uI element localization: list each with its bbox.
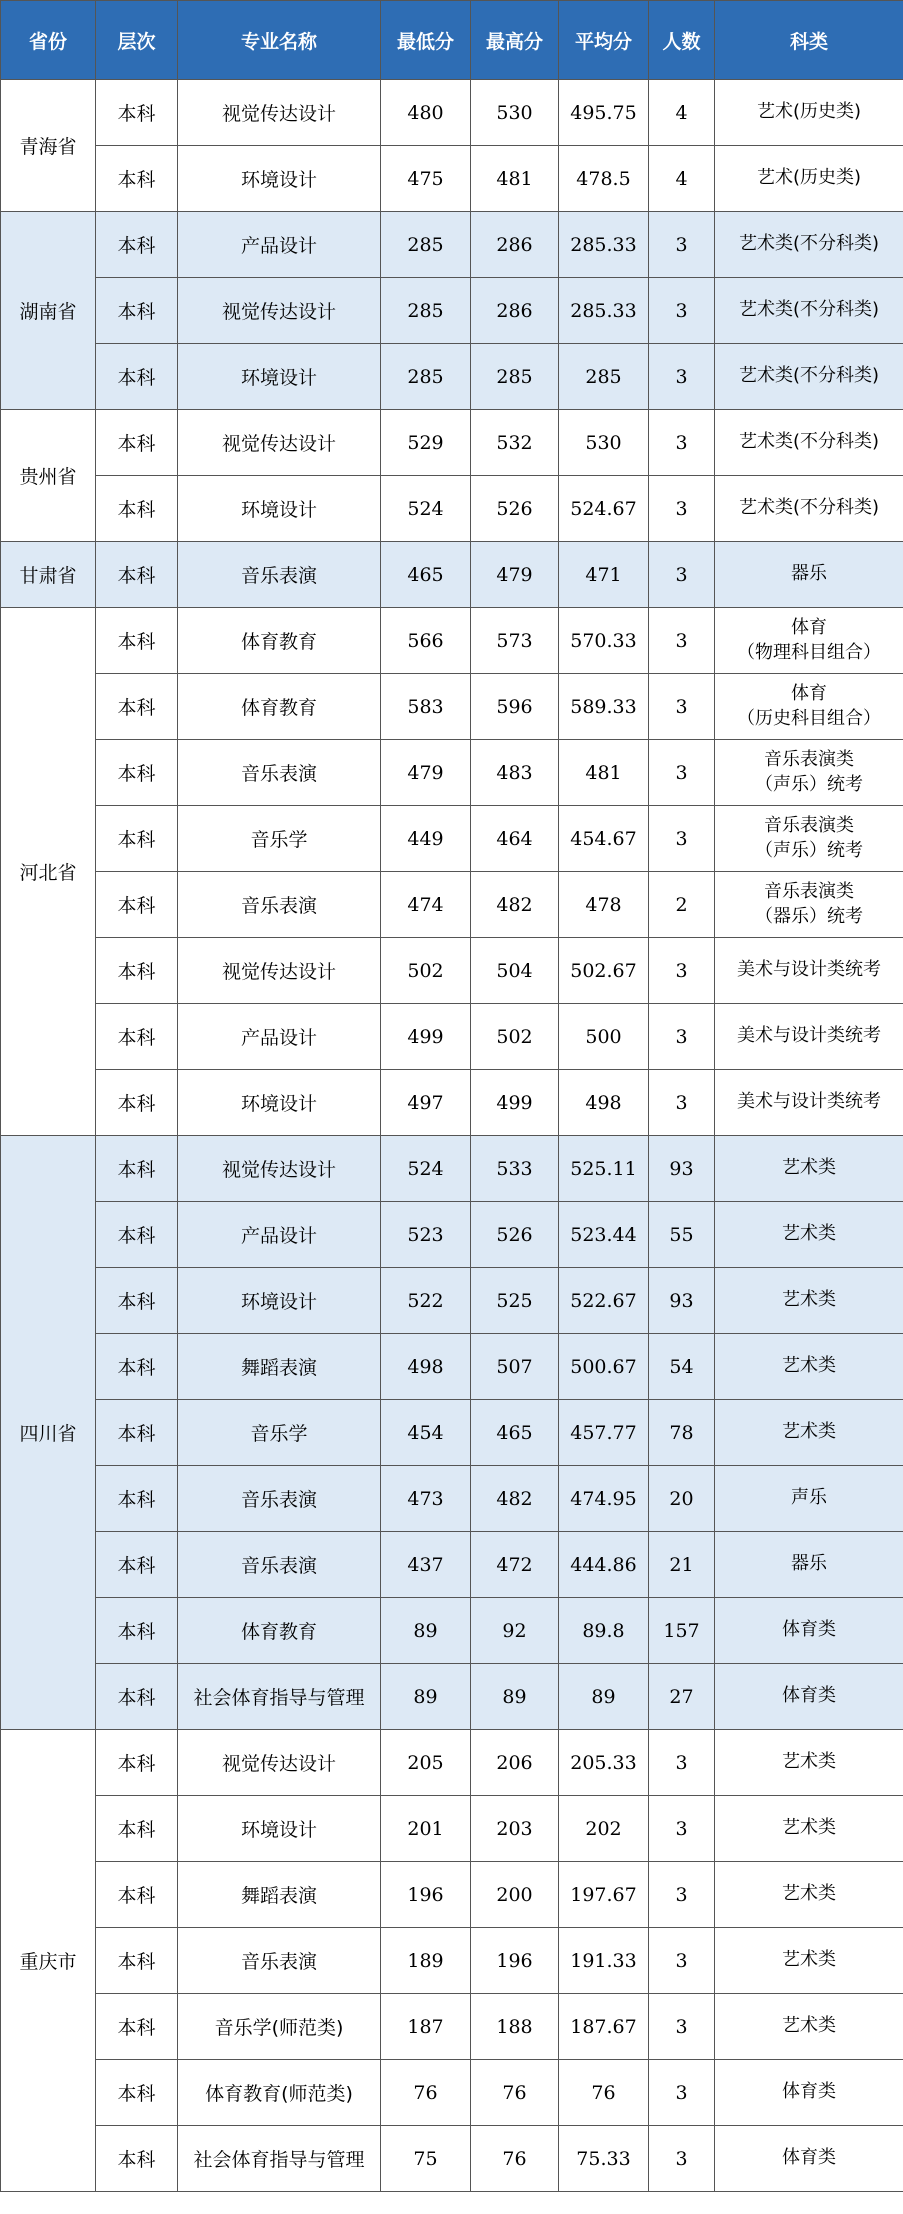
- table-row: [1, 1466, 903, 1532]
- count-cell: 3: [649, 1004, 715, 1070]
- table-header: [1, 1, 903, 80]
- level-cell: 本科: [96, 2126, 178, 2192]
- count-cell: 3: [649, 410, 715, 476]
- table-row: [1, 278, 903, 344]
- avg-score-cell: 76: [559, 2060, 649, 2126]
- max-score-cell: 526: [471, 476, 559, 542]
- min-score-cell: 522: [381, 1268, 471, 1334]
- avg-score-cell: 502.67: [559, 938, 649, 1004]
- avg-score-cell: 444.86: [559, 1532, 649, 1598]
- level-cell: 本科: [96, 1928, 178, 1994]
- table-row: [1, 1862, 903, 1928]
- avg-score-cell: 205.33: [559, 1730, 649, 1796]
- max-score-cell: 573: [471, 608, 559, 674]
- province-cell: 青海省: [1, 80, 96, 212]
- category-cell: 艺术类: [715, 1136, 903, 1202]
- table-row: [1, 1994, 903, 2060]
- avg-score-cell: 570.33: [559, 608, 649, 674]
- min-score-cell: 474: [381, 872, 471, 938]
- category-cell: 艺术类(不分科类): [715, 410, 903, 476]
- major-cell: 环境设计: [178, 1796, 381, 1862]
- category-cell: 艺术类: [715, 1730, 903, 1796]
- major-cell: 舞蹈表演: [178, 1334, 381, 1400]
- table-row: [1, 1532, 903, 1598]
- major-cell: 视觉传达设计: [178, 1136, 381, 1202]
- level-cell: 本科: [96, 1070, 178, 1136]
- category-cell: 器乐: [715, 1532, 903, 1598]
- category-cell: 体育类: [715, 1664, 903, 1730]
- major-cell: 视觉传达设计: [178, 1730, 381, 1796]
- count-cell: 3: [649, 1730, 715, 1796]
- min-score-cell: 475: [381, 146, 471, 212]
- province-cell: 重庆市: [1, 1730, 96, 2192]
- max-score-cell: 465: [471, 1400, 559, 1466]
- level-cell: 本科: [96, 1730, 178, 1796]
- table-row: [1, 542, 903, 608]
- count-cell: 3: [649, 1862, 715, 1928]
- count-cell: 3: [649, 1994, 715, 2060]
- category-cell: 声乐: [715, 1466, 903, 1532]
- min-score-cell: 583: [381, 674, 471, 740]
- avg-score-cell: 187.67: [559, 1994, 649, 2060]
- level-cell: 本科: [96, 2060, 178, 2126]
- category-cell: 艺术类: [715, 1202, 903, 1268]
- max-score-cell: 482: [471, 1466, 559, 1532]
- max-score-cell: 530: [471, 80, 559, 146]
- table-row: [1, 1334, 903, 1400]
- table-row: [1, 938, 903, 1004]
- max-score-cell: 188: [471, 1994, 559, 2060]
- table-row: [1, 476, 903, 542]
- avg-score-cell: 202: [559, 1796, 649, 1862]
- table-row: [1, 146, 903, 212]
- category-cell: 音乐表演类 （器乐）统考: [715, 872, 903, 938]
- min-score-cell: 480: [381, 80, 471, 146]
- max-score-cell: 286: [471, 278, 559, 344]
- max-score-cell: 76: [471, 2060, 559, 2126]
- avg-score-cell: 457.77: [559, 1400, 649, 1466]
- min-score-cell: 465: [381, 542, 471, 608]
- table-row: [1, 1202, 903, 1268]
- count-cell: 93: [649, 1268, 715, 1334]
- table-row: [1, 608, 903, 674]
- major-cell: 体育教育(师范类): [178, 2060, 381, 2126]
- min-score-cell: 189: [381, 1928, 471, 1994]
- major-cell: 体育教育: [178, 674, 381, 740]
- major-cell: 体育教育: [178, 1598, 381, 1664]
- major-cell: 音乐表演: [178, 542, 381, 608]
- avg-score-cell: 500.67: [559, 1334, 649, 1400]
- level-cell: 本科: [96, 1004, 178, 1070]
- table-row: [1, 872, 903, 938]
- avg-score-cell: 524.67: [559, 476, 649, 542]
- count-cell: 4: [649, 80, 715, 146]
- count-cell: 3: [649, 344, 715, 410]
- category-cell: 体育 （历史科目组合）: [715, 674, 903, 740]
- max-score-cell: 200: [471, 1862, 559, 1928]
- min-score-cell: 499: [381, 1004, 471, 1070]
- category-cell: 艺术(历史类): [715, 146, 903, 212]
- table-row: [1, 1664, 903, 1730]
- max-score-cell: 92: [471, 1598, 559, 1664]
- max-score-cell: 504: [471, 938, 559, 1004]
- level-cell: 本科: [96, 344, 178, 410]
- avg-score-cell: 285.33: [559, 212, 649, 278]
- level-cell: 本科: [96, 1466, 178, 1532]
- count-cell: 3: [649, 1070, 715, 1136]
- max-score-cell: 499: [471, 1070, 559, 1136]
- max-score-cell: 196: [471, 1928, 559, 1994]
- table-body: [1, 80, 903, 2192]
- table-row: [1, 674, 903, 740]
- category-cell: 艺术类(不分科类): [715, 278, 903, 344]
- max-score-cell: 533: [471, 1136, 559, 1202]
- count-cell: 3: [649, 674, 715, 740]
- major-cell: 音乐表演: [178, 740, 381, 806]
- min-score-cell: 285: [381, 212, 471, 278]
- avg-score-cell: 495.75: [559, 80, 649, 146]
- avg-score-cell: 525.11: [559, 1136, 649, 1202]
- table-row: [1, 740, 903, 806]
- max-score-cell: 481: [471, 146, 559, 212]
- avg-score-cell: 530: [559, 410, 649, 476]
- max-score-cell: 526: [471, 1202, 559, 1268]
- max-score-cell: 206: [471, 1730, 559, 1796]
- category-cell: 音乐表演类 （声乐）统考: [715, 806, 903, 872]
- level-cell: 本科: [96, 1796, 178, 1862]
- avg-score-cell: 589.33: [559, 674, 649, 740]
- category-cell: 艺术类(不分科类): [715, 212, 903, 278]
- table-row: [1, 1268, 903, 1334]
- count-cell: 54: [649, 1334, 715, 1400]
- avg-score-cell: 498: [559, 1070, 649, 1136]
- avg-score-cell: 454.67: [559, 806, 649, 872]
- level-cell: 本科: [96, 1532, 178, 1598]
- table-row: [1, 1004, 903, 1070]
- count-cell: 20: [649, 1466, 715, 1532]
- avg-score-cell: 523.44: [559, 1202, 649, 1268]
- table-row: [1, 1598, 903, 1664]
- max-score-cell: 76: [471, 2126, 559, 2192]
- min-score-cell: 566: [381, 608, 471, 674]
- category-cell: 美术与设计类统考: [715, 1070, 903, 1136]
- avg-score-cell: 471: [559, 542, 649, 608]
- category-cell: 艺术类: [715, 1268, 903, 1334]
- level-cell: 本科: [96, 80, 178, 146]
- major-cell: 音乐学: [178, 1400, 381, 1466]
- major-cell: 音乐表演: [178, 1466, 381, 1532]
- table-row: [1, 80, 903, 146]
- max-score-cell: 502: [471, 1004, 559, 1070]
- table-row: [1, 1400, 903, 1466]
- min-score-cell: 437: [381, 1532, 471, 1598]
- major-cell: 产品设计: [178, 1202, 381, 1268]
- max-score-cell: 472: [471, 1532, 559, 1598]
- count-cell: 93: [649, 1136, 715, 1202]
- major-cell: 音乐学(师范类): [178, 1994, 381, 2060]
- count-cell: 157: [649, 1598, 715, 1664]
- min-score-cell: 201: [381, 1796, 471, 1862]
- avg-score-cell: 89.8: [559, 1598, 649, 1664]
- major-cell: 社会体育指导与管理: [178, 1664, 381, 1730]
- max-score-cell: 89: [471, 1664, 559, 1730]
- min-score-cell: 285: [381, 278, 471, 344]
- count-cell: 3: [649, 1928, 715, 1994]
- header-level: 层次: [96, 1, 178, 80]
- province-cell: 湖南省: [1, 212, 96, 410]
- max-score-cell: 285: [471, 344, 559, 410]
- major-cell: 音乐表演: [178, 1532, 381, 1598]
- min-score-cell: 75: [381, 2126, 471, 2192]
- max-score-cell: 532: [471, 410, 559, 476]
- table-row: [1, 1730, 903, 1796]
- level-cell: 本科: [96, 410, 178, 476]
- table-row: [1, 212, 903, 278]
- level-cell: 本科: [96, 278, 178, 344]
- avg-score-cell: 500: [559, 1004, 649, 1070]
- category-cell: 体育 （物理科目组合）: [715, 608, 903, 674]
- count-cell: 4: [649, 146, 715, 212]
- min-score-cell: 479: [381, 740, 471, 806]
- min-score-cell: 529: [381, 410, 471, 476]
- min-score-cell: 196: [381, 1862, 471, 1928]
- level-cell: 本科: [96, 806, 178, 872]
- min-score-cell: 502: [381, 938, 471, 1004]
- header-max-score: 最高分: [471, 1, 559, 80]
- category-cell: 艺术类: [715, 1796, 903, 1862]
- count-cell: 3: [649, 608, 715, 674]
- table-row: [1, 1928, 903, 1994]
- header-province: 省份: [1, 1, 96, 80]
- level-cell: 本科: [96, 608, 178, 674]
- category-cell: 艺术类: [715, 1994, 903, 2060]
- avg-score-cell: 191.33: [559, 1928, 649, 1994]
- level-cell: 本科: [96, 1400, 178, 1466]
- level-cell: 本科: [96, 1136, 178, 1202]
- level-cell: 本科: [96, 1862, 178, 1928]
- province-cell: 贵州省: [1, 410, 96, 542]
- count-cell: 3: [649, 476, 715, 542]
- major-cell: 产品设计: [178, 212, 381, 278]
- count-cell: 3: [649, 740, 715, 806]
- major-cell: 体育教育: [178, 608, 381, 674]
- min-score-cell: 524: [381, 476, 471, 542]
- category-cell: 艺术(历史类): [715, 80, 903, 146]
- province-cell: 四川省: [1, 1136, 96, 1730]
- major-cell: 环境设计: [178, 476, 381, 542]
- count-cell: 3: [649, 806, 715, 872]
- count-cell: 3: [649, 1796, 715, 1862]
- level-cell: 本科: [96, 1664, 178, 1730]
- category-cell: 艺术类: [715, 1862, 903, 1928]
- count-cell: 27: [649, 1664, 715, 1730]
- table-row: [1, 2060, 903, 2126]
- category-cell: 艺术类(不分科类): [715, 344, 903, 410]
- level-cell: 本科: [96, 476, 178, 542]
- max-score-cell: 483: [471, 740, 559, 806]
- category-cell: 器乐: [715, 542, 903, 608]
- avg-score-cell: 478.5: [559, 146, 649, 212]
- min-score-cell: 473: [381, 1466, 471, 1532]
- count-cell: 78: [649, 1400, 715, 1466]
- min-score-cell: 76: [381, 2060, 471, 2126]
- avg-score-cell: 285: [559, 344, 649, 410]
- header-major: 专业名称: [178, 1, 381, 80]
- min-score-cell: 187: [381, 1994, 471, 2060]
- level-cell: 本科: [96, 740, 178, 806]
- province-cell: 河北省: [1, 608, 96, 1136]
- major-cell: 环境设计: [178, 1268, 381, 1334]
- level-cell: 本科: [96, 674, 178, 740]
- max-score-cell: 464: [471, 806, 559, 872]
- min-score-cell: 523: [381, 1202, 471, 1268]
- min-score-cell: 89: [381, 1664, 471, 1730]
- level-cell: 本科: [96, 1334, 178, 1400]
- level-cell: 本科: [96, 146, 178, 212]
- table-row: [1, 1796, 903, 1862]
- major-cell: 音乐表演: [178, 1928, 381, 1994]
- header-category: 科类: [715, 1, 903, 80]
- category-cell: 体育类: [715, 2060, 903, 2126]
- avg-score-cell: 75.33: [559, 2126, 649, 2192]
- avg-score-cell: 197.67: [559, 1862, 649, 1928]
- min-score-cell: 89: [381, 1598, 471, 1664]
- header-count: 人数: [649, 1, 715, 80]
- major-cell: 音乐表演: [178, 872, 381, 938]
- min-score-cell: 205: [381, 1730, 471, 1796]
- avg-score-cell: 481: [559, 740, 649, 806]
- level-cell: 本科: [96, 1202, 178, 1268]
- category-cell: 艺术类: [715, 1928, 903, 1994]
- min-score-cell: 454: [381, 1400, 471, 1466]
- level-cell: 本科: [96, 1268, 178, 1334]
- major-cell: 环境设计: [178, 146, 381, 212]
- avg-score-cell: 478: [559, 872, 649, 938]
- max-score-cell: 596: [471, 674, 559, 740]
- min-score-cell: 524: [381, 1136, 471, 1202]
- count-cell: 3: [649, 938, 715, 1004]
- table-row: [1, 806, 903, 872]
- category-cell: 体育类: [715, 2126, 903, 2192]
- count-cell: 3: [649, 542, 715, 608]
- category-cell: 艺术类: [715, 1334, 903, 1400]
- level-cell: 本科: [96, 938, 178, 1004]
- category-cell: 体育类: [715, 1598, 903, 1664]
- table-row: [1, 2126, 903, 2192]
- max-score-cell: 286: [471, 212, 559, 278]
- header-avg-score: 平均分: [559, 1, 649, 80]
- category-cell: 美术与设计类统考: [715, 1004, 903, 1070]
- count-cell: 2: [649, 872, 715, 938]
- major-cell: 视觉传达设计: [178, 278, 381, 344]
- level-cell: 本科: [96, 872, 178, 938]
- major-cell: 音乐学: [178, 806, 381, 872]
- level-cell: 本科: [96, 1994, 178, 2060]
- max-score-cell: 525: [471, 1268, 559, 1334]
- table-row: [1, 1070, 903, 1136]
- min-score-cell: 497: [381, 1070, 471, 1136]
- category-cell: 美术与设计类统考: [715, 938, 903, 1004]
- table-row: [1, 410, 903, 476]
- avg-score-cell: 522.67: [559, 1268, 649, 1334]
- min-score-cell: 449: [381, 806, 471, 872]
- major-cell: 视觉传达设计: [178, 938, 381, 1004]
- level-cell: 本科: [96, 1598, 178, 1664]
- table-row: [1, 344, 903, 410]
- category-cell: 艺术类(不分科类): [715, 476, 903, 542]
- max-score-cell: 203: [471, 1796, 559, 1862]
- max-score-cell: 482: [471, 872, 559, 938]
- table-row: [1, 1136, 903, 1202]
- min-score-cell: 498: [381, 1334, 471, 1400]
- max-score-cell: 479: [471, 542, 559, 608]
- avg-score-cell: 474.95: [559, 1466, 649, 1532]
- count-cell: 21: [649, 1532, 715, 1598]
- header-min-score: 最低分: [381, 1, 471, 80]
- max-score-cell: 507: [471, 1334, 559, 1400]
- level-cell: 本科: [96, 212, 178, 278]
- major-cell: 社会体育指导与管理: [178, 2126, 381, 2192]
- min-score-cell: 285: [381, 344, 471, 410]
- count-cell: 3: [649, 2126, 715, 2192]
- category-cell: 音乐表演类 （声乐）统考: [715, 740, 903, 806]
- major-cell: 产品设计: [178, 1004, 381, 1070]
- category-cell: 艺术类: [715, 1400, 903, 1466]
- count-cell: 3: [649, 278, 715, 344]
- major-cell: 环境设计: [178, 1070, 381, 1136]
- avg-score-cell: 89: [559, 1664, 649, 1730]
- major-cell: 视觉传达设计: [178, 410, 381, 476]
- major-cell: 环境设计: [178, 344, 381, 410]
- count-cell: 3: [649, 2060, 715, 2126]
- major-cell: 视觉传达设计: [178, 80, 381, 146]
- province-cell: 甘肃省: [1, 542, 96, 608]
- avg-score-cell: 285.33: [559, 278, 649, 344]
- level-cell: 本科: [96, 542, 178, 608]
- count-cell: 55: [649, 1202, 715, 1268]
- count-cell: 3: [649, 212, 715, 278]
- major-cell: 舞蹈表演: [178, 1862, 381, 1928]
